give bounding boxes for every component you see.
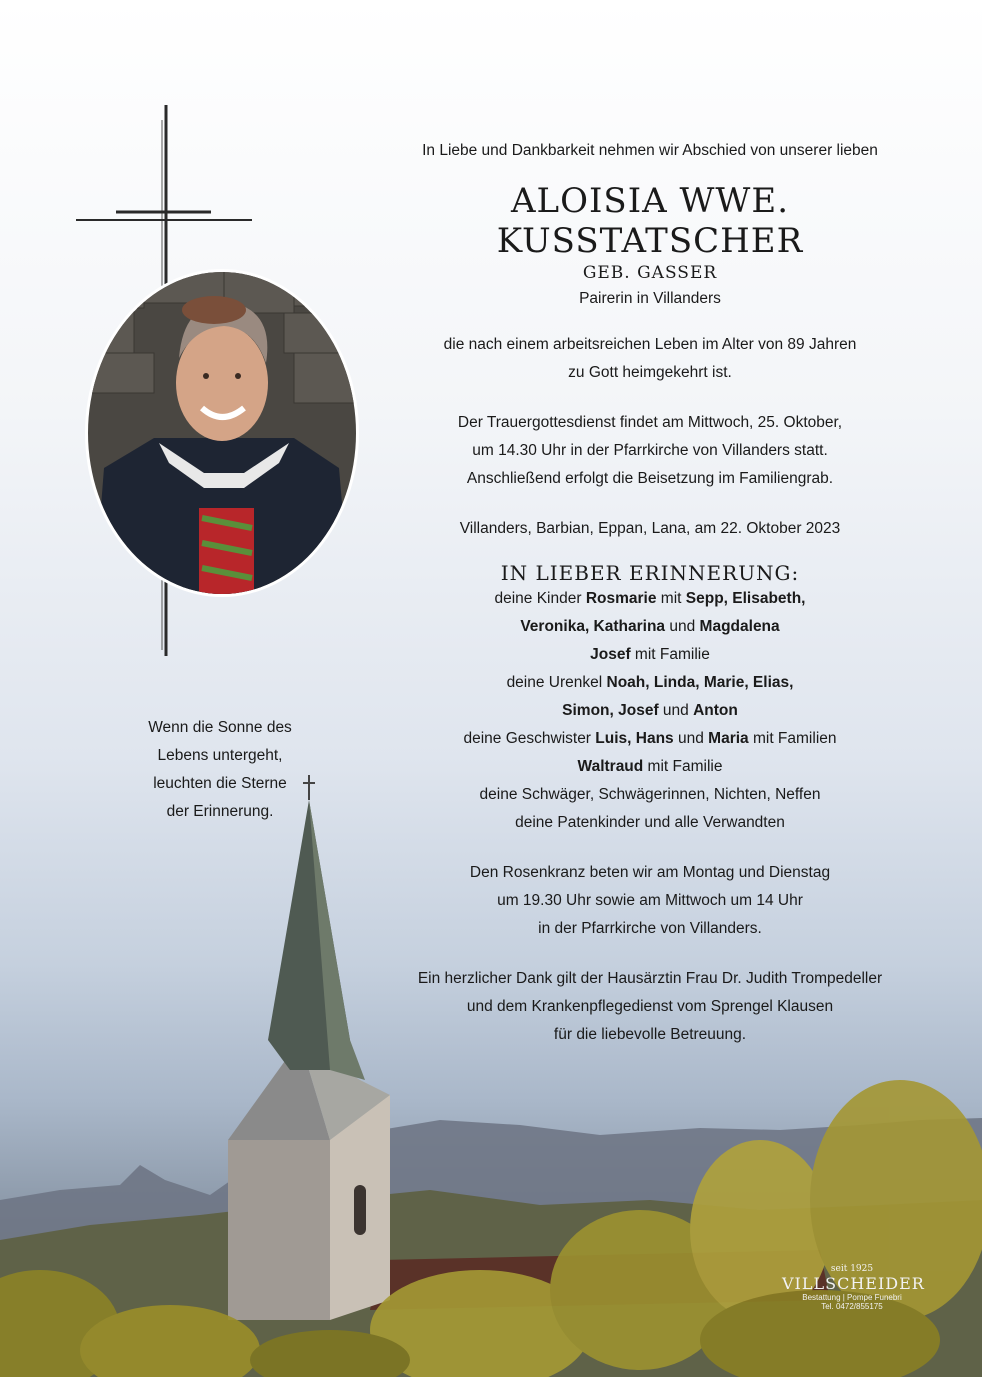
main-text-column: [360, 137, 940, 1049]
poem-line-2: Lebens untergeht,: [157, 747, 283, 764]
occupation: Pairerin in Villanders: [579, 290, 721, 307]
funeral-line-2: um 14.30 Uhr in der Pfarrkirche von Villanders statt.: [472, 442, 828, 459]
memorial-poem: [120, 714, 320, 826]
death-line-2: zu Gott heimgekehrt ist.: [568, 364, 732, 381]
mourner-line: deine Schwäger, Schwägerinnen, Nichten, Neffen: [479, 786, 821, 803]
mourner-line: deine Urenkel Noah, Linda, Marie, Elias,: [506, 674, 794, 691]
logo-subtitle: Bestattung | Pompe Funebri: [802, 1293, 902, 1302]
intro-text: In Liebe und Dankbarkeit nehmen wir Abschied von unserer lieben: [422, 142, 878, 159]
death-notice: [360, 331, 940, 387]
rosary-line-3: in der Pfarrkirche von Villanders.: [538, 920, 762, 937]
mourners-list: [360, 585, 940, 837]
death-line-1: die nach einem arbeitsreichen Leben im Alter von 89 Jahren: [443, 336, 857, 353]
place-date: Villanders, Barbian, Eppan, Lana, am 22. Oktober 2023: [459, 520, 841, 537]
funeral-line-1: Der Trauergottesdienst findet am Mittwoch, 25. Oktober,: [457, 414, 843, 431]
birth-name: GEB. GASSER: [582, 263, 718, 283]
mourner-line: deine Kinder Rosmarie mit Sepp, Elisabeth,: [494, 590, 806, 607]
logo-brand: VILLSCHEIDER: [782, 1274, 925, 1293]
mourner-line: Waltraud mit Familie: [577, 758, 723, 775]
poem-line-4: der Erinnerung.: [166, 803, 274, 820]
logo-phone: Tel. 0472/855175: [821, 1302, 883, 1311]
mourner-line: deine Geschwister Luis, Hans und Maria mit Familien: [463, 730, 837, 747]
rosary-line-2: um 19.30 Uhr sowie am Mittwoch um 14 Uhr: [497, 892, 803, 909]
memorial-heading: IN LIEBER ERINNERUNG:: [500, 561, 800, 585]
thanks-line-2: und dem Krankenpflegedienst vom Sprengel Klausen: [466, 998, 834, 1015]
poem-line-1: Wenn die Sonne des: [148, 719, 292, 736]
portrait-photo: [84, 268, 360, 598]
thanks-line-1: Ein herzlicher Dank gilt der Hausärztin Frau Dr. Judith Trompedeller: [417, 970, 883, 987]
funeral-home-logo: [782, 1264, 925, 1311]
thanks-line-3: für die liebevolle Betreuung.: [553, 1026, 747, 1043]
rosary-notice: [360, 859, 940, 943]
deceased-name: ALOISIA WWE. KUSSTATSCHER: [496, 181, 804, 261]
mourner-line: Veronika, Katharina und Magdalena: [520, 618, 780, 635]
funeral-notice: [360, 409, 940, 493]
mourner-line: Simon, Josef und Anton: [562, 702, 738, 719]
thanks-notice: [360, 965, 940, 1049]
funeral-line-3: Anschließend erfolgt die Beisetzung im Familiengrab.: [466, 470, 834, 487]
mourner-line: Josef mit Familie: [590, 646, 710, 663]
rosary-line-1: Den Rosenkranz beten wir am Montag und Dienstag: [469, 864, 831, 881]
logo-since: seit 1925: [830, 1264, 874, 1274]
poem-line-3: leuchten die Sterne: [153, 775, 287, 792]
mourner-line: deine Patenkinder und alle Verwandten: [515, 814, 785, 831]
